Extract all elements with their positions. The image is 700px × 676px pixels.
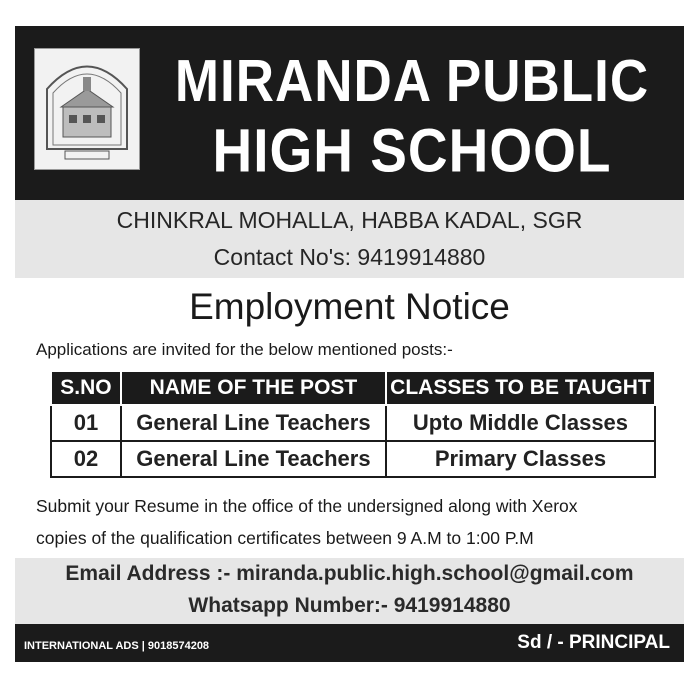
table-row xyxy=(51,441,655,477)
email-address: Email Address :- miranda.public.high.school@gmail.com xyxy=(65,562,634,585)
ads-credit: INTERNATIONAL ADS | 9018574208 xyxy=(24,640,210,652)
row-sno: 01 xyxy=(51,405,121,441)
header-post-name: NAME OF THE POST xyxy=(121,371,386,405)
row-post-name: General Line Teachers xyxy=(121,405,386,441)
posts-table xyxy=(50,370,656,478)
whatsapp-number: Whatsapp Number:- 9419914880 xyxy=(188,594,511,617)
school-name-line2: HIGH SCHOOL xyxy=(212,115,612,185)
table-row xyxy=(51,405,655,441)
school-address: CHINKRAL MOHALLA, HABBA KADAL, SGR xyxy=(116,207,583,233)
row-post-name: General Line Teachers xyxy=(121,441,386,477)
header-classes: CLASSES TO BE TAUGHT xyxy=(386,371,655,405)
school-logo xyxy=(34,48,140,170)
notice-intro: Applications are invited for the below mentioned posts:- xyxy=(36,340,453,359)
header-sno: S.NO xyxy=(51,371,121,405)
row-classes: Primary Classes xyxy=(386,441,655,477)
school-name-line1: MIRANDA PUBLIC xyxy=(174,48,650,115)
submit-instructions-line2: copies of the qualification certificates between 9 A.M to 1:00 P.M xyxy=(36,528,534,548)
contact-number: Contact No's: 9419914880 xyxy=(213,244,486,270)
submit-instructions-line1: Submit your Resume in the office of the undersigned along with Xerox xyxy=(36,496,578,516)
row-classes: Upto Middle Classes xyxy=(386,405,655,441)
notice-title: Employment Notice xyxy=(189,286,510,327)
row-sno: 02 xyxy=(51,441,121,477)
school-crest-icon xyxy=(35,49,139,169)
table-header-row xyxy=(51,371,655,405)
principal-signature: Sd / - PRINCIPAL xyxy=(517,632,670,653)
